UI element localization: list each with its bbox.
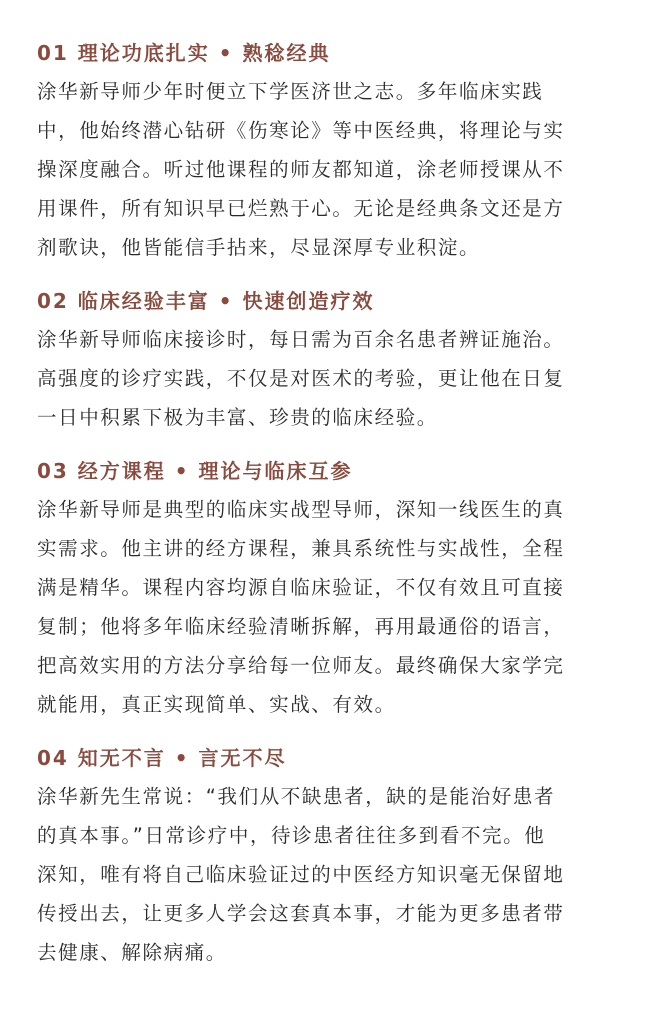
text-line: 就能用，真正实现简单、实战、有效。 xyxy=(37,693,396,716)
text-line: 的真本事。”日常诊疗中，待诊患者往往多到看不完。他 xyxy=(37,824,546,847)
text-line: 涂华新导师临床接诊时，每日需为百余名患者辨证施治。 xyxy=(37,328,565,351)
text-line: 复制；他将多年临床经验清晰拆解，再用最通俗的语言， xyxy=(37,615,565,638)
section-4 xyxy=(37,743,613,972)
section-1 xyxy=(37,38,613,267)
section-heading: 03 经方课程 • 理论与临床互参 xyxy=(37,459,353,483)
section-paragraph xyxy=(37,320,613,437)
text-line: 中，他始终潜心钻研《伤寒论》等中医经典，将理论与实 xyxy=(37,119,565,142)
section-paragraph xyxy=(37,72,613,267)
text-line: 涂华新先生常说：“我们从不缺患者，缺的是能治好患者 xyxy=(37,785,556,808)
text-line: 涂华新导师是典型的临床实战型导师，深知一线医生的真 xyxy=(37,498,565,521)
text-line: 一日中积累下极为丰富、珍贵的临床经验。 xyxy=(37,406,438,429)
section-3 xyxy=(37,456,613,724)
text-line: 操深度融合。听过他课程的师友都知道，涂老师授课从不 xyxy=(37,158,565,181)
text-line: 去健康、解除病痛。 xyxy=(37,941,227,964)
text-line: 实需求。他主讲的经方课程，兼具系统性与实战性，全程 xyxy=(37,537,565,560)
text-line: 剂歌诀，他皆能信手拈来，尽显深厚专业积淀。 xyxy=(37,236,481,259)
section-paragraph xyxy=(37,490,613,724)
text-line: 高强度的诊疗实践，不仅是对医术的考验，更让他在日复 xyxy=(37,367,565,390)
text-line: 用课件，所有知识早已烂熟于心。无论是经典条文还是方 xyxy=(37,197,565,220)
text-line: 传授出去，让更多人学会这套真本事，才能为更多患者带 xyxy=(37,902,565,925)
text-line: 满是精华。课程内容均源自临床验证，不仅有效且可直接 xyxy=(37,576,565,599)
section-heading: 04 知无不言 • 言无不尽 xyxy=(37,746,287,770)
section-paragraph xyxy=(37,777,613,972)
text-line: 涂华新导师少年时便立下学医济世之志。多年临床实践 xyxy=(37,80,544,103)
section-2 xyxy=(37,286,613,437)
section-heading: 01 理论功底扎实 • 熟稔经典 xyxy=(37,41,331,65)
text-line: 把高效实用的方法分享给每一位师友。最终确保大家学完 xyxy=(37,654,565,677)
text-line: 深知，唯有将自己临床验证过的中医经方知识毫无保留地 xyxy=(37,863,565,886)
section-heading: 02 临床经验丰富 • 快速创造疗效 xyxy=(37,289,375,313)
